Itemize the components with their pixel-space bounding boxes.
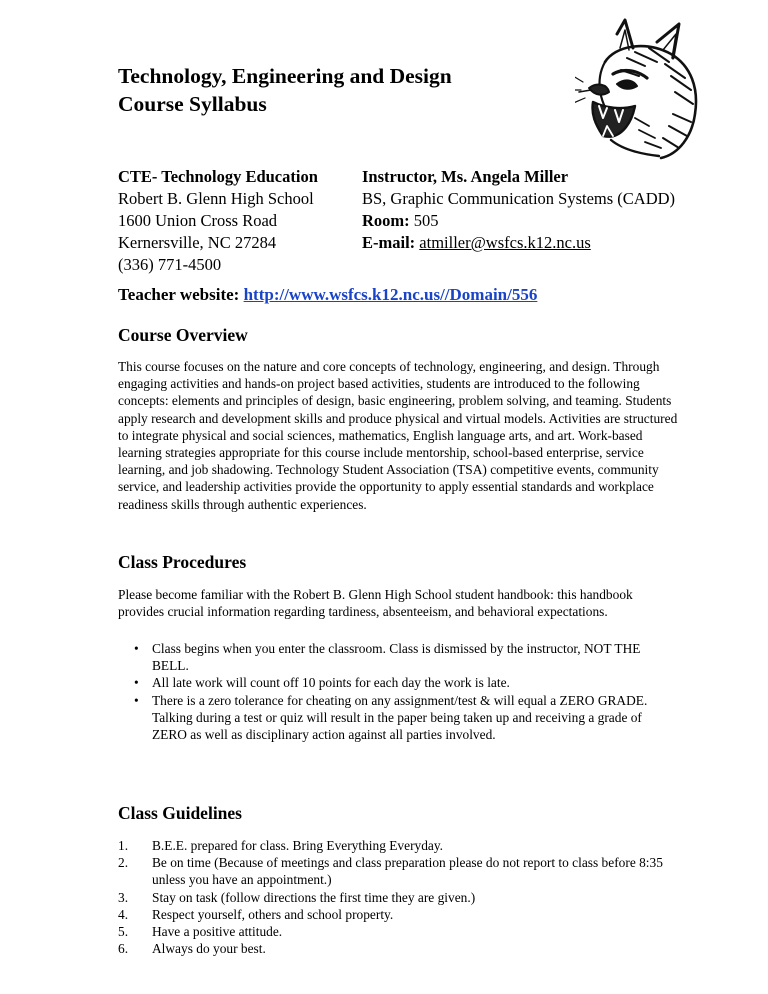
instructor-degree: BS, Graphic Communication Systems (CADD) (362, 189, 676, 208)
school-name: Robert B. Glenn High School (118, 189, 314, 208)
room (362, 210, 675, 232)
course-overview-text: This course focuses on the nature and core concepts of technology, engineering, and design. Through engaging activities and hands-on project based activities, students are introduced to the following concepts: elements and principles of design, basic engineering, problem solving, and teaming. Students apply research and development skills and produce physical and virtual models. Activities are structured to integrate physical and social sciences, mathematics, English language arts, and art. Work-based learning strategies appropriate for this course include mentorship, school-based enterprise, service learning, and job shadowing. Technology Student Association (TSA) competitive events, community service, and leadership activities provide the opportunity to apply essential standards and workplace readiness skills through authentic experiences. (118, 359, 678, 512)
title-line-1: Technology, Engineering and Design (118, 64, 452, 88)
school-info (118, 166, 318, 276)
class-guidelines-heading: Class Guidelines (118, 803, 242, 823)
room-value: 505 (413, 211, 439, 230)
document-title (118, 62, 452, 118)
phone-number: (336) 771-4500 (118, 255, 222, 274)
instructor-name: Instructor, Ms. Angela Miller (362, 167, 569, 186)
class-procedures-heading: Class Procedures (118, 552, 247, 572)
course-overview-heading: Course Overview (118, 325, 248, 345)
list-item: 6. Always do your best. (118, 941, 266, 957)
guidelines-list (118, 837, 678, 957)
department: CTE- Technology Education (118, 167, 318, 186)
procedures-intro: Please become familiar with the Robert B. Glenn High School student handbook: this handbook provides crucial information regarding tardiness, absenteeism, and behavioral expectations. (118, 587, 633, 620)
room-label: Room: (362, 211, 410, 230)
list-item: 5. Have a positive attitude. (118, 924, 283, 940)
instructor-info (362, 166, 675, 254)
website-link[interactable]: http://www.wsfcs.k12.nc.us//Domain/556 (243, 285, 538, 304)
list-item: 2. Be on time (Because of meetings and class preparation please do not report to class before 8:35 unless you have an appointment.) (118, 855, 663, 888)
list-item: 1. B.E.E. prepared for class. Bring Everything Everyday. (118, 838, 444, 853)
city-state-zip: Kernersville, NC 27284 (118, 233, 277, 252)
teacher-website (118, 285, 537, 305)
list-item: • There is a zero tolerance for cheating on any assignment/test & will equal a ZERO GRADE. Talking during a test or quiz will result in the paper being taken up and receiving a grade of ZERO as well as disciplinary action against all parties involved. (118, 692, 678, 744)
title-line-2: Course Syllabus (118, 92, 267, 116)
email-link[interactable]: atmiller@wsfcs.k12.nc.us (419, 233, 591, 252)
list-item: 3. Stay on task (follow directions the first time they are given.) (118, 889, 476, 905)
website-label: Teacher website: (118, 285, 240, 304)
email-label: E-mail: (362, 233, 416, 252)
list-item: 4. Respect yourself, others and school property. (118, 906, 394, 922)
street-address: 1600 Union Cross Road (118, 211, 278, 230)
list-item: • All late work will count off 10 points for each day the work is late. (118, 674, 678, 691)
email (362, 232, 675, 254)
list-item: • Class begins when you enter the classroom. Class is dismissed by the instructor, NOT THE BELL. (118, 640, 678, 674)
bobcat-head-icon (575, 18, 707, 163)
procedures-list (118, 640, 678, 743)
